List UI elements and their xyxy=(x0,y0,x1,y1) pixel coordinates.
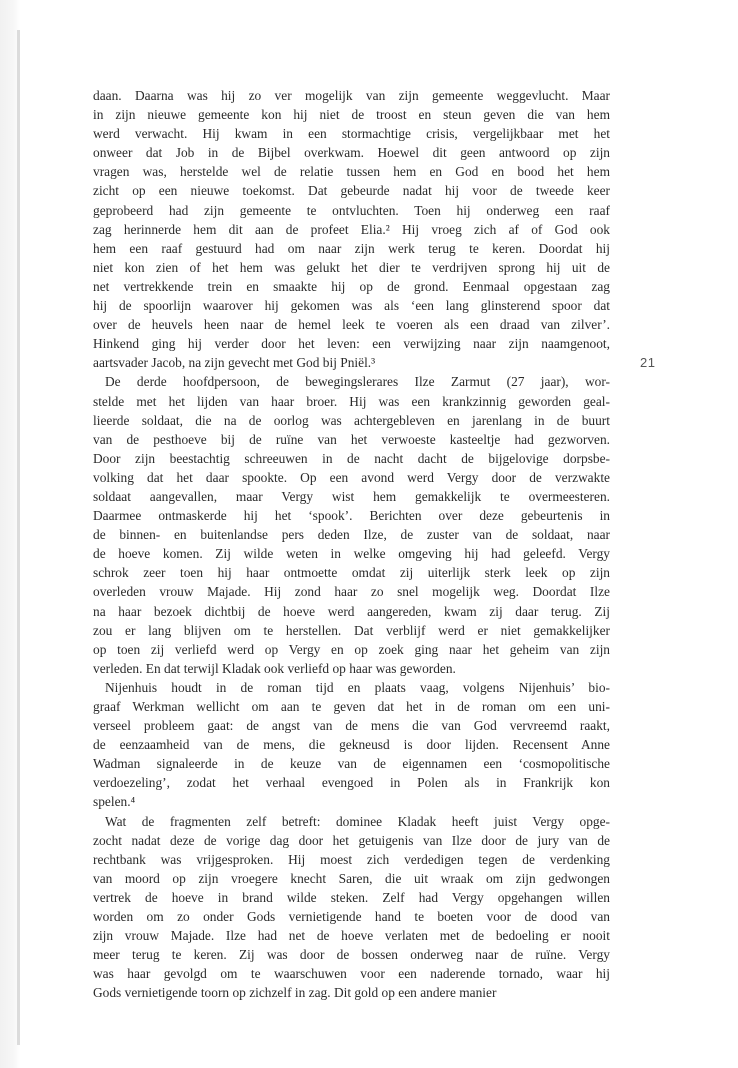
text-line: zijn vrouw Majade. Ilze had net de hoeve verlaten met de bedoeling er nooit xyxy=(93,928,610,944)
text-line: daan. Daarna was hij zo ver mogelijk van zijn gemeente weggevlucht. Maar xyxy=(93,88,610,103)
text-line: aartsvader Jacob, na zijn gevecht met God bij Pniël.³ xyxy=(93,355,376,371)
paragraph xyxy=(93,812,610,1003)
text-line: na haar bezoek dichtbij de hoeve werd aangereden, kwam zij daar terug. Zij xyxy=(93,603,610,619)
text-line: vragen was, herstelde wel de relatie tussen hem en God en bood het hem xyxy=(93,164,610,180)
text-line: de hoeve komen. Zij wilde weten in welke omgeving hij had geleefd. Vergy xyxy=(93,546,610,562)
text-line: in zijn nieuwe gemeente kon hij niet de troost en steun geven die van hem xyxy=(93,107,610,123)
text-line: stelde met het lijden van haar broer. Hij was een krankzinnig geworden geal- xyxy=(93,393,610,409)
text-line: werd verwacht. Hij kwam in een stormachtige crisis, vergelijkbaar met het xyxy=(93,126,610,142)
text-line: verdoezeling’, zodat het verhaal evengoed in Polen als in Frankrijk kon xyxy=(93,775,610,791)
text-line: de binnen- en buitenlandse pers deden Ilze, de zuster van de soldaat, naar xyxy=(93,527,610,543)
text-line: over de heuvels heen naar de hemel leek te voeren als een draad van zilver’. xyxy=(93,317,610,333)
text-line: Daarmee ontmaskerde hij het ‘spook’. Berichten over deze gebeurtenis in xyxy=(93,508,610,524)
text-line: Hinkend ging hij verder door het leven: een verwijzing naar zijn naamgenoot, xyxy=(93,336,610,352)
text-line: net vertrekkende trein en smaakte hij op de grond. Eenmaal opgestaan zag xyxy=(93,278,610,294)
text-line: overleden vrouw Majade. Hij zond haar zo snel mogelijk weg. Doordat Ilze xyxy=(93,584,610,600)
text-line: van moord op zijn vroegere knecht Saren, die uit wraak om zijn gedwongen xyxy=(93,870,610,886)
paragraph xyxy=(93,678,610,812)
text-line: zag herinnerde hem dit aan de profeet Elia.² Hij vroeg zich af of God ook xyxy=(93,221,610,237)
paragraph xyxy=(93,86,610,372)
text-line: schrok zeer toen hij haar ontmoette omdat zij uiterlijk sterk leek op zijn xyxy=(93,565,610,581)
text-line: zicht op een nieuwe toekomst. Dat gebeurde nadat hij voor de tweede keer xyxy=(93,183,610,199)
text-line: hem een raaf gestuurd had om naar zijn werk terug te keren. Doordat hij xyxy=(93,240,610,256)
text-line: de eenzaamheid van de mens, die gekneusd is door lijden. Recensent Anne xyxy=(93,737,610,753)
text-line: Wadman signaleerde in de keuze van de eigennamen een ‘cosmopolitische xyxy=(93,756,610,772)
text-line: De derde hoofdpersoon, de bewegingslerares Ilze Zarmut (27 jaar), wor- xyxy=(105,374,610,390)
text-line: geprobeerd had zijn gemeente te ontvluchten. Toen hij onderweg een raaf xyxy=(93,202,610,218)
text-line: spelen.⁴ xyxy=(93,794,136,810)
text-line: zocht nadat deze de vorige dag door het getuigenis van Ilze door de jury van de xyxy=(93,832,610,848)
text-line: soldaat aangevallen, maar Vergy wist hem gemakkelijk te overmeesteren. xyxy=(93,488,610,504)
text-line: vertrek de hoeve in brand wilde steken. Zelf had Vergy opgehangen willen xyxy=(93,889,610,905)
text-line: zou er lang blijven om te herstellen. Dat verblijf werd er niet gemakkelijker xyxy=(93,622,610,638)
text-line: graaf Werkman wellicht om aan te geven dat het in de roman om een uni- xyxy=(93,699,610,714)
text-line: hij de spoorlijn waarover hij gekomen was als ‘een lang glinsterend spoor dat xyxy=(93,298,610,314)
text-line: Wat de fragmenten zelf betreft: dominee Kladak heeft juist Vergy opge- xyxy=(105,813,610,829)
text-line: niet kon zien of het hem was gelukt het dier te verdrijven sprong hij uit de xyxy=(93,259,610,275)
text-line: rechtbank was vrijgesproken. Hij moest zich verdedigen tegen de verdenking xyxy=(93,851,610,867)
text-line: meer terug te keren. Zij was door de bossen onderweg naar de ruïne. Vergy xyxy=(93,947,610,963)
text-line: onweer dat Job in de Bijbel overkwam. Hoewel dit geen antwoord op zijn xyxy=(93,145,610,161)
text-line: Gods vernietigende toorn op zichzelf in zag. Dit gold op een andere manier xyxy=(93,985,497,1001)
text-line: lieerde soldaat, die na de oorlog was achtergebleven en jarenlang in de buurt xyxy=(93,412,610,428)
page-number: 21 xyxy=(640,355,656,370)
text-line: verleden. En dat terwijl Kladak ook verliefd op haar was geworden. xyxy=(93,660,456,676)
binding-edge xyxy=(17,30,20,1045)
text-line: volking dat het daar spookte. Op een avond werd Vergy door de verzwakte xyxy=(93,469,610,485)
text-line: worden om zo onder Gods vernietigende hand te boeten voor de dood van xyxy=(93,909,610,925)
text-line: op toen zij verliefd werd op Vergy en op zoek ging naar het geheim van zijn xyxy=(93,641,610,657)
text-line: verseel probleem gaat: de angst van de mens die van God vervreemd raakt, xyxy=(93,718,610,734)
text-line: van de pesthoeve bij de ruïne van het verwoeste kasteeltje had gezworven. xyxy=(93,431,610,447)
text-line: was haar gevolgd om te waarschuwen voor een naderende tornado, waar hij xyxy=(93,966,610,982)
text-line: Door zijn beestachtig schreeuwen in de nacht dacht de bijgelovige dorpsbe- xyxy=(93,450,610,466)
text-line: Nijenhuis houdt in de roman tijd en plaats vaag, volgens Nijenhuis’ bio- xyxy=(105,679,610,695)
body-text xyxy=(93,86,610,1003)
paragraph xyxy=(93,372,610,678)
